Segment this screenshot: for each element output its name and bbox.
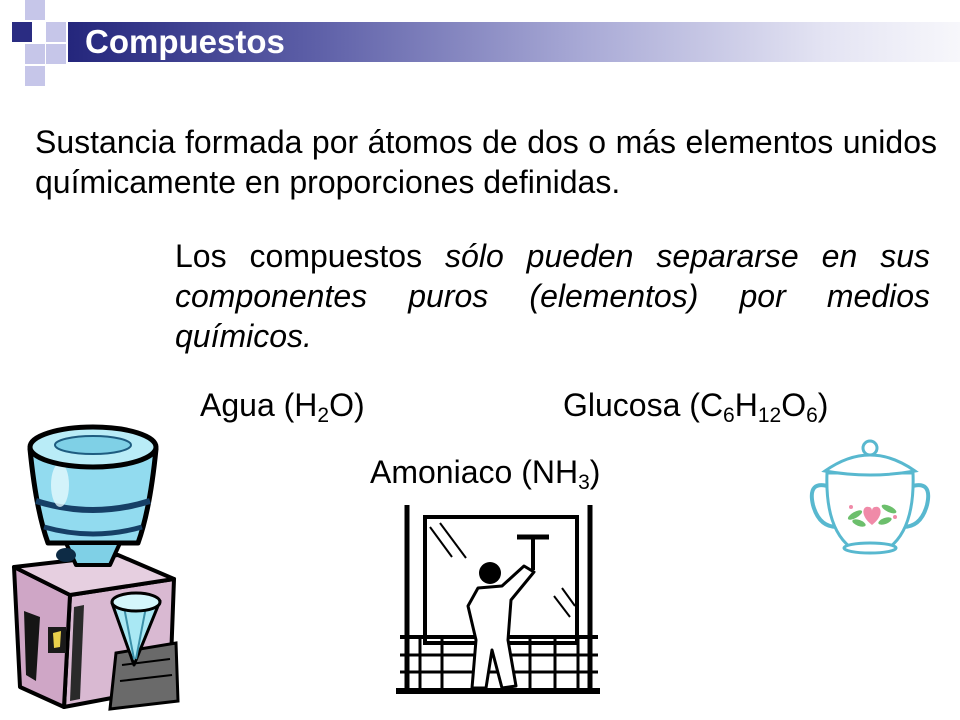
title-bar: [68, 22, 960, 62]
cleaner-figure: [468, 537, 549, 688]
formula-subscript: 3: [578, 471, 590, 494]
note-emphasis: sólo pueden separarse en sus componentes puros (elementos) por medios químicos.: [175, 238, 931, 354]
example-ammonia: [370, 452, 600, 492]
window-glare: [440, 523, 466, 558]
bowl-base: [844, 543, 896, 553]
title-decoration-square: [25, 66, 45, 86]
compound-definition: Sustancia formada por átomos de dos o más elementos unidos químicamente en proporciones definidas.: [35, 124, 937, 200]
title-decoration-square: [12, 22, 32, 42]
window-glare: [554, 596, 570, 617]
title-decoration-square: [46, 44, 66, 64]
water-cooler-clipart: [0, 415, 190, 715]
bottle-spout: [56, 548, 76, 562]
window-glare: [430, 527, 452, 557]
bowl-lid: [825, 455, 915, 475]
title-decoration-square: [25, 44, 45, 64]
formula-text: O: [781, 387, 807, 423]
flower-dot: [849, 505, 853, 509]
formula-text: O): [329, 387, 365, 423]
title-decoration-square: [25, 0, 45, 20]
water-bottle: [30, 427, 156, 565]
example-glucose: [563, 385, 828, 425]
cabinet-door-handle: [53, 631, 61, 648]
title-decoration-square: [46, 22, 66, 42]
figure-body: [468, 566, 534, 688]
separation-note: [175, 236, 930, 356]
formula-subscript: 6: [723, 404, 735, 427]
formula-text: Agua (H: [200, 387, 318, 423]
formula-text: ): [817, 387, 829, 423]
lid-knob: [863, 441, 877, 455]
window-glare: [562, 588, 575, 606]
formula-text: Amoniaco (NH: [370, 454, 579, 490]
bottle-cap: [55, 436, 131, 454]
note-lead: Los compuestos: [175, 238, 423, 274]
cup-rim: [112, 593, 160, 611]
bottle-highlight: [51, 463, 69, 507]
flower-dot: [893, 515, 897, 519]
formula-subscript: 12: [757, 404, 782, 427]
formula-text: Glucosa (C: [563, 387, 724, 423]
window-cleaner-clipart: [390, 500, 605, 700]
formula-subscript: 6: [806, 404, 818, 427]
formula-text: ): [589, 454, 601, 490]
formula-text: H: [734, 387, 758, 423]
example-water: [200, 385, 365, 425]
figure-head: [479, 562, 501, 584]
formula-subscript: 2: [317, 404, 330, 427]
cooler-cabinet: [14, 555, 178, 709]
sugar-bowl-clipart: [805, 435, 940, 560]
slide-title: Compuestos: [85, 23, 285, 60]
